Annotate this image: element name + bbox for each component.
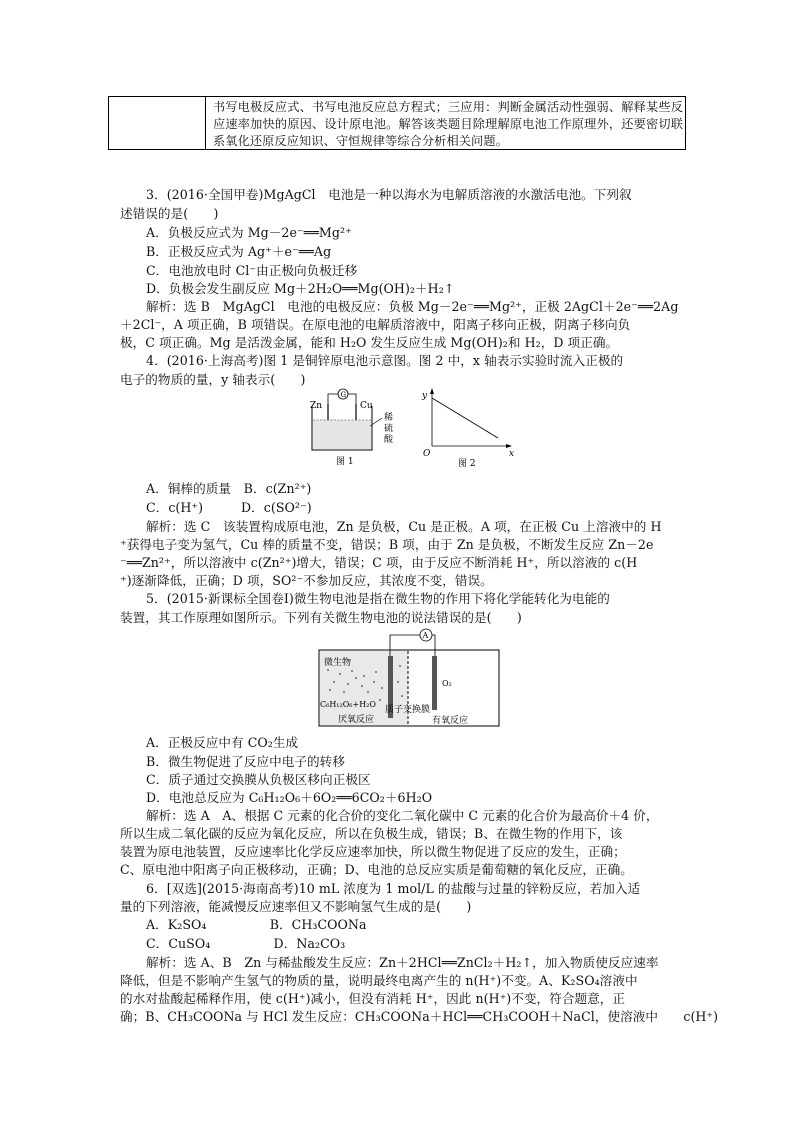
q3-option-c: C．电池放电时 Cl⁻由正极向负极迁移 — [146, 263, 358, 278]
q4-stem-2: 电子的物质的量，y 轴表示( ) — [120, 372, 306, 387]
y-axis-label: y — [422, 391, 428, 401]
q4-option-cd: C．c(H⁺) D．c(SO²⁻) — [146, 500, 312, 515]
figure-2-graph — [418, 386, 518, 470]
q6-analysis-3: 的水对盐酸起稀释作用，使 c(H⁺)减小，但没有消耗 H⁺，因此 n(H⁺)不变，符合题意，正 — [120, 991, 626, 1006]
q6-stem-1: 6．[双选](2015·海南高考)10 mL 浓度为 1 mol/L 的盐酸与过量的锌粉反应，若加入适 — [146, 881, 641, 896]
q6-analysis-1: 解析：选 A、B Zn 与稀盐酸发生反应：Zn＋2HCl══ZnCl₂＋H₂↑，加入物质使反应速率 — [146, 955, 659, 970]
ammeter-label: A — [422, 631, 429, 640]
q3-analysis-1: 解析：选 B MgAgCl 电池的电极反应：负极 Mg－2e⁻══Mg²⁺，正极 2AgCl＋2e⁻══2Ag — [146, 299, 679, 314]
figure-2-caption: 图 2 — [458, 459, 476, 469]
figure-3-microbial-cell — [318, 626, 502, 730]
q5-stem-1: 5．(2015·新课标全国卷Ⅰ)微生物电池是指在微生物的作用下将化学能转化为电能的 — [146, 591, 610, 606]
q4-analysis-2: ⁺获得电子变为氢气，Cu 棒的质量不变，错误；B 项，由于 Zn 是负极，不断发生反应 Zn－2e — [120, 537, 654, 552]
wire-left — [328, 394, 338, 404]
q5-analysis-3: 装置为原电池装置，反应速率比化学反应速率加快，所以微生物促进了反应的发生，正确； — [120, 844, 626, 859]
figure-1-copper-zinc-cell — [306, 386, 416, 466]
q4-analysis-4: ⁺)逐渐降低，正确；D 项，SO²⁻不参加反应，其浓度不变，错误。 — [120, 573, 493, 588]
q5-option-c: C．质子通过交换膜从负极区移向正极区 — [146, 772, 371, 787]
figure-1-caption: 图 1 — [336, 457, 354, 466]
wire-right — [348, 394, 356, 404]
q3-option-b: B．正极反应式为 Ag⁺＋e⁻══Ag — [146, 244, 332, 259]
acid-label-1: 稀 — [384, 413, 394, 423]
q4-stem-1: 4．(2016·上海高考)图 1 是铜锌原电池示意图。图 2 中，x 轴表示实验时流入正极的 — [146, 353, 624, 368]
q6-analysis-2: 降低，但是不影响产生氢气的物质的量，说明最终电离产生的 n(H⁺)不变。A、K₂SO₄溶液中 — [120, 973, 638, 988]
q6-stem-2: 量的下列溶液，能减慢反应速率但又不影响氢气生成的是( ) — [120, 899, 472, 914]
q5-option-a: A．正极反应中有 CO₂生成 — [146, 735, 299, 750]
summary-table — [108, 96, 686, 150]
x-axis-label: x — [509, 449, 515, 459]
table-divider — [205, 97, 206, 149]
oxygen-label: O₂ — [442, 679, 452, 688]
acid-label-2: 硫 — [384, 424, 394, 434]
q5-option-d: D．电池总反应为 C₆H₁₂O₆＋6O₂══6CO₂＋6H₂O — [146, 790, 433, 805]
membrane-label: 质子交换膜 — [385, 705, 431, 715]
acid-label-3: 酸 — [384, 435, 394, 445]
anaerobic-label: 厌氧反应 — [338, 715, 375, 725]
q3-option-d: D．负极会发生副反应 Mg＋2H₂O══Mg(OH)₂＋H₂↑ — [146, 281, 455, 296]
decreasing-line — [432, 398, 498, 438]
q4-option-ab: A．铜棒的质量 B．c(Zn²⁺) — [146, 481, 312, 496]
cathode-electrode — [432, 656, 437, 710]
electrolyte — [313, 420, 371, 449]
q5-stem-2: 装置，其工作原理如图所示。下列有关微生物电池的说法错误的是( ) — [120, 610, 522, 625]
x-axis-arrow — [506, 444, 512, 448]
cu-label: Cu — [360, 401, 373, 411]
q5-option-b: B．微生物促进了反应中电子的转移 — [146, 754, 345, 769]
origin-label: O — [423, 449, 431, 459]
q3-analysis-2: ＋2Cl⁻，A 项正确，B 项错误。在原电池的电解质溶液中，阳离子移向正极，阴离子移向负 — [120, 317, 631, 332]
q3-stem-1: 3．(2016·全国甲卷)MgAgCl 电池是一种以海水为电解质溶液的水激活电池。下列叙 — [146, 187, 632, 202]
q5-analysis-1: 解析：选 A A、根据 C 元素的化合价的变化二氧化碳中 C 元素的化合价为最高价＋4 价， — [146, 808, 659, 823]
q6-analysis-4: 确；B、CH₃COONa 与 HCl 发生反应：CH₃COONa＋HCl══CH₃COOH＋NaCl，使溶液中 c(H⁺) — [120, 1009, 719, 1024]
q5-analysis-4: C、原电池中阳离子向正极移动，正确；D、电池的总反应实质是葡萄糖的氧化反应，正确。 — [120, 862, 633, 877]
zn-label: Zn — [310, 401, 323, 411]
y-axis-arrow — [430, 388, 434, 394]
galvanometer-label: G — [340, 391, 347, 399]
q4-analysis-1: 解析：选 C 该装置构成原电池，Zn 是负极，Cu 是正极。A 项，在正极 Cu 上溶液中的 H — [146, 519, 662, 534]
q3-option-a: A．负极反应式为 Mg－2e⁻══Mg²⁺ — [146, 225, 352, 240]
q4-analysis-3: ⁻══Zn²⁺，所以溶液中 c(Zn²⁺)增大，错误；C 项，由于反应不断消耗 H⁺，所以溶液的 c(H — [120, 555, 638, 570]
q3-analysis-3: 极，C 项正确。Mg 是活泼金属，能和 H₂O 发生反应生成 Mg(OH)₂和 H₂，D 项正确。 — [120, 335, 619, 350]
aerobic-label: 有氧反应 — [432, 716, 469, 726]
table-cell-text: 书写电极反应式、书写电池反应总方程式；三应用：判断金属活动性强弱、解释某些反应速率加快的原因、设计原电池。解答该类题目除理解原电池工作原理外，还要密切联系氧化还原反应知识、守恒规律等综合分析相关问题。 — [213, 100, 683, 149]
microbe-label: 微生物 — [324, 658, 352, 668]
q6-option-cd: C．CuSO₄ D．Na₂CO₃ — [146, 936, 346, 951]
q5-analysis-2: 所以生成二氧化碳的反应为氧化反应，所以在负极生成，错误；B、在微生物的作用下，该 — [120, 826, 623, 841]
q6-option-ab: A．K₂SO₄ B．CH₃COONa — [146, 917, 367, 932]
glucose-label: C₆H₁₂O₆+H₂O — [320, 700, 376, 709]
q3-stem-2: 述错误的是( ) — [120, 206, 219, 221]
